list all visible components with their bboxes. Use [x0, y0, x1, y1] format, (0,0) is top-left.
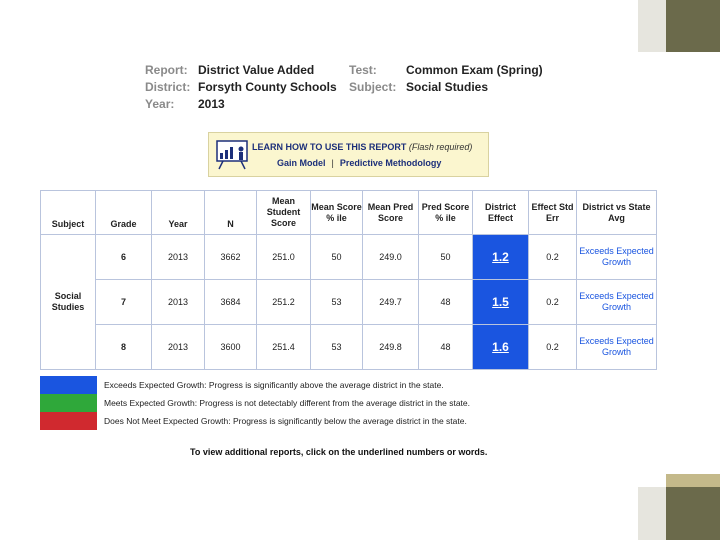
vs-state-cell: Exceeds Expected Growth [577, 280, 657, 325]
header-std-err: Effect Std Err [529, 191, 577, 235]
pred-score-cell: 249.0 [363, 235, 419, 280]
year-label: Year: [145, 97, 175, 111]
std-err-cell: 0.2 [529, 235, 577, 280]
header-year: Year [152, 191, 205, 235]
district-value: Forsyth County Schools [198, 80, 337, 94]
report-label: Report: [145, 63, 188, 77]
std-err-cell: 0.2 [529, 325, 577, 370]
table-row [41, 280, 657, 325]
link-separator: | [331, 158, 334, 168]
grade-cell: 6 [96, 235, 152, 280]
pred-score-cell: 249.8 [363, 325, 419, 370]
std-err-cell: 0.2 [529, 280, 577, 325]
decor-corner-light-bottom [638, 487, 666, 540]
district-label: District: [145, 80, 191, 94]
presentation-icon [215, 139, 251, 171]
table-row [41, 235, 657, 280]
mean-pile-cell: 53 [311, 280, 363, 325]
flash-note: (Flash required) [408, 142, 473, 152]
learn-title-text[interactable]: LEARN HOW TO USE THIS REPORT [252, 142, 407, 152]
header-grade: Grade [96, 191, 152, 235]
header-subject: Subject [41, 191, 96, 235]
header-district-effect: District Effect [473, 191, 529, 235]
n-cell: 3684 [205, 280, 257, 325]
mean-pile-cell: 53 [311, 325, 363, 370]
results-table [40, 190, 657, 370]
header-mean-score: Mean Student Score [257, 191, 311, 235]
learn-banner [208, 132, 489, 177]
year-value: 2013 [198, 97, 225, 111]
grade-cell: 7 [96, 280, 152, 325]
gain-model-link[interactable]: Gain Model [277, 158, 326, 168]
learn-title[interactable] [252, 142, 472, 152]
year-cell: 2013 [152, 280, 205, 325]
legend-text: Exceeds Expected Growth: Progress is significantly above the average district in the state. [104, 380, 444, 390]
table-row [41, 325, 657, 370]
header-pred-pile: Pred Score % ile [419, 191, 473, 235]
vs-state-cell: Exceeds Expected Growth [577, 325, 657, 370]
header-vs-state: District vs State Avg [577, 191, 657, 235]
mean-score-cell: 251.2 [257, 280, 311, 325]
decor-corner-dark [666, 0, 720, 52]
year-cell: 2013 [152, 235, 205, 280]
header-mean-pile: Mean Score % ile [311, 191, 363, 235]
pred-score-cell: 249.7 [363, 280, 419, 325]
pred-pile-cell: 48 [419, 280, 473, 325]
decor-corner-light [638, 0, 666, 52]
legend-swatch-blue [40, 376, 97, 394]
pred-pile-cell: 50 [419, 235, 473, 280]
mean-score-cell: 251.4 [257, 325, 311, 370]
decor-corner-dark-bottom [666, 487, 720, 540]
subject-cell: Social Studies [41, 235, 96, 370]
report-value: District Value Added [198, 63, 315, 77]
header-pred-score: Mean Pred Score [363, 191, 419, 235]
predictive-methodology-link[interactable]: Predictive Methodology [339, 158, 442, 168]
decor-bar-gold [666, 474, 720, 487]
year-cell: 2013 [152, 325, 205, 370]
test-label: Test: [349, 63, 377, 77]
legend-text: Does Not Meet Expected Growth: Progress is significantly below the average district in the state. [104, 416, 467, 426]
footer-note: To view additional reports, click on the underlined numbers or words. [190, 447, 488, 457]
subject-value: Social Studies [406, 80, 489, 94]
vs-state-cell: Exceeds Expected Growth [577, 235, 657, 280]
legend-swatch-red [40, 412, 97, 430]
learn-links [277, 158, 441, 168]
header-n: N [205, 191, 257, 235]
report-meta-left [145, 62, 337, 113]
legend-text: Meets Expected Growth: Progress is not detectably different from the average district in the state. [104, 398, 470, 408]
n-cell: 3600 [205, 325, 257, 370]
test-value: Common Exam (Spring) [406, 63, 543, 77]
district-effect-link[interactable]: 1.5 [473, 280, 529, 325]
mean-pile-cell: 50 [311, 235, 363, 280]
legend-swatch-green [40, 394, 97, 412]
grade-cell: 8 [96, 325, 152, 370]
n-cell: 3662 [205, 235, 257, 280]
district-effect-link[interactable]: 1.6 [473, 325, 529, 370]
mean-score-cell: 251.0 [257, 235, 311, 280]
report-meta-right [349, 62, 543, 96]
subject-label: Subject: [349, 80, 397, 94]
district-effect-link[interactable]: 1.2 [473, 235, 529, 280]
pred-pile-cell: 48 [419, 325, 473, 370]
